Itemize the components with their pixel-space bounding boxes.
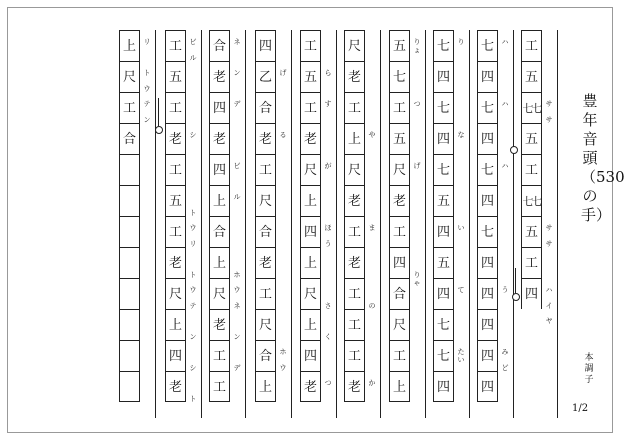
note-cell: 老 [209,123,230,154]
lyric-syllable: ト [189,270,197,279]
note-cell: 工 [521,30,542,61]
lyric-syllable: ウ [143,84,151,93]
column-rail [513,30,514,418]
note-cell: 七七 [521,185,542,216]
column-rail [291,30,292,418]
column-rail [469,30,470,418]
note-cell: 五 [433,247,454,278]
note-cell [119,216,140,247]
lyric-syllable: サ [545,100,553,108]
repeat-circle-icon [155,126,163,134]
lyric-syllable: が [324,162,332,170]
note-cell: 合 [209,30,230,61]
lyric-syllable: テ [143,100,151,108]
note-cell: 老 [344,247,365,278]
lyric-syllable: ン [143,115,151,124]
note-cell: 工 [344,92,365,123]
lyric-syllable: げ [279,69,287,77]
note-cell: 工 [165,30,186,61]
column-rail [201,30,202,418]
note-cell [119,278,140,309]
note-cell: 工 [255,154,276,185]
note-cell: 四 [433,371,454,402]
note-cell: 老 [209,309,230,340]
note-cell: 合 [119,123,140,154]
note-cell: 四 [300,340,321,371]
note-cell: 五 [521,216,542,247]
lyric-syllable: ハ [501,38,509,46]
note-cell: 四 [255,30,276,61]
note-cell: 四 [209,92,230,123]
note-cell: 四 [477,247,498,278]
note-cell: 上 [300,247,321,278]
note-cell: 工 [344,216,365,247]
note-cell: 上 [165,309,186,340]
note-cell: 工 [255,278,276,309]
lyric-syllable: つ [324,379,332,387]
lyric-syllable: げ [413,162,421,170]
note-cell: 合 [255,216,276,247]
lyric-syllable: サ [545,239,553,248]
column-rail [557,30,558,418]
note-cell: 工 [389,216,410,247]
note-cell [119,247,140,278]
note-cell: 工 [344,309,365,340]
lyric-syllable: テ [189,301,197,310]
note-cell: 尺 [389,309,410,340]
note-cell: 五 [165,185,186,216]
note-cell: 七 [389,61,410,92]
note-cell: 四 [477,278,498,309]
song-title: 豊年音頭（530の手） [581,92,625,224]
note-cell: 老 [255,123,276,154]
note-cell: 上 [119,30,140,61]
note-cell: 四 [209,154,230,185]
note-cell: 合 [209,216,230,247]
note-cell: 工 [165,154,186,185]
note-cell: 工 [389,340,410,371]
lyric-syllable: ト [143,69,151,77]
note-cell: 七 [477,216,498,247]
lyric-syllable: ホ [233,270,241,279]
note-cell [119,340,140,371]
note-cell: 工 [165,92,186,123]
lyric-syllable: たい [457,348,465,364]
lyric-syllable: ウ [189,286,197,294]
note-cell: 工 [344,340,365,371]
lyric-syllable: ン [233,69,241,77]
note-cell: 七 [433,340,454,371]
lyric-syllable: な [457,131,465,139]
lyric-syllable: デ [233,363,241,372]
note-cell: 四 [477,185,498,216]
note-cell: 四 [477,340,498,371]
repeat-circle-icon [510,146,518,154]
lyric-syllable: ネ [233,38,241,46]
note-cell: 五 [165,61,186,92]
note-cell: 工 [521,154,542,185]
note-cell: 五 [521,123,542,154]
note-cell: 七 [477,92,498,123]
column-rail [380,30,381,418]
note-cell: 尺 [344,154,365,185]
note-cell: 上 [209,247,230,278]
note-cell: 老 [344,185,365,216]
lyric-syllable: サ [545,115,553,124]
lyric-syllable: み [501,348,509,356]
lyric-syllable: う [501,286,509,294]
note-cell: 尺 [255,309,276,340]
lyric-syllable: つ [413,100,421,108]
note-cell [521,309,542,340]
note-cell: 尺 [344,30,365,61]
lyric-syllable: りょ [413,38,421,54]
note-cell: 尺 [255,185,276,216]
note-cell: 五 [433,185,454,216]
lyric-syllable: りゃ [413,270,421,287]
lyric-syllable: ど [501,363,509,372]
note-cell: 老 [344,61,365,92]
note-cell: 老 [165,247,186,278]
note-cell: 工 [300,30,321,61]
repeat-marker [158,98,159,126]
lyric-syllable: て [457,286,465,294]
lyric-syllable: ン [233,332,241,341]
note-cell [521,371,542,402]
note-cell: 四 [433,278,454,309]
note-cell: 老 [344,371,365,402]
note-cell: 老 [389,185,410,216]
repeat-marker [515,268,516,293]
note-cell: 尺 [209,278,230,309]
lyric-syllable: う [324,239,332,248]
note-cell [119,371,140,402]
note-cell: 七 [433,30,454,61]
note-cell: 老 [300,371,321,402]
note-cell: 上 [344,123,365,154]
note-cell: 七 [477,154,498,185]
lyric-syllable: ら [324,69,332,77]
tuning-label: 本調子 [584,353,594,385]
note-cell: 尺 [119,61,140,92]
lyric-syllable: イ [545,301,553,310]
note-cell: 工 [119,92,140,123]
note-cell: 七 [433,309,454,340]
note-cell: 尺 [300,278,321,309]
column-rail [336,30,337,418]
lyric-syllable: ウ [189,224,197,232]
note-cell: 工 [300,92,321,123]
note-cell: 尺 [300,154,321,185]
note-cell: 工 [209,340,230,371]
lyric-syllable: ン [189,332,197,341]
lyric-syllable: リ [189,239,197,248]
note-cell: 工 [344,278,365,309]
note-cell: 四 [389,247,410,278]
note-cell: 四 [477,61,498,92]
note-cell: 四 [477,123,498,154]
note-cell: 五 [389,123,410,154]
lyric-syllable: ウ [233,286,241,294]
lyric-syllable: ウ [279,363,287,372]
lyric-syllable: る [279,131,287,139]
lyric-syllable: ほ [324,224,332,232]
note-cell: 四 [165,340,186,371]
lyric-syllable: ハ [501,162,509,170]
lyric-syllable: デ [233,100,241,108]
note-cell [119,154,140,185]
note-cell [521,340,542,371]
note-cell: 七 [477,30,498,61]
note-cell: 工 [521,247,542,278]
note-cell: 老 [165,123,186,154]
note-cell: 四 [433,61,454,92]
note-cell: 四 [433,123,454,154]
note-cell: 七 [433,92,454,123]
note-cell [119,309,140,340]
column-rail [245,30,246,418]
note-cell: 五 [521,61,542,92]
lyric-syllable: か [368,379,376,387]
note-cell [119,185,140,216]
lyric-syllable: シ [189,131,197,139]
lyric-syllable: り [457,38,465,46]
note-cell: 四 [521,278,542,309]
repeat-marker [513,126,514,146]
lyric-syllable: ハ [545,286,553,294]
lyric-syllable: さ [324,301,332,310]
note-cell: 五 [389,30,410,61]
note-cell: 上 [255,371,276,402]
note-cell: 五 [300,61,321,92]
lyric-syllable: ビ [233,162,241,170]
lyric-syllable: ル [189,53,197,62]
note-cell: 上 [209,185,230,216]
note-cell: 老 [165,371,186,402]
note-cell: 工 [165,216,186,247]
note-cell: 四 [300,216,321,247]
lyric-syllable: ビ [189,38,197,46]
lyric-syllable: ヤ [545,317,553,325]
note-cell: 老 [300,123,321,154]
note-cell: 上 [300,185,321,216]
lyric-syllable: シ [189,363,197,372]
score-sheet [7,7,625,433]
note-cell: 尺 [165,278,186,309]
note-cell: 合 [255,340,276,371]
lyric-syllable: ト [189,394,197,403]
note-cell: 工 [209,371,230,402]
lyric-syllable: ト [189,208,197,217]
column-rail [155,30,156,418]
lyric-syllable: サ [545,224,553,232]
lyric-syllable: ハ [501,100,509,108]
lyric-syllable: ホ [279,348,287,356]
lyric-syllable: リ [143,38,151,46]
note-cell: 老 [209,61,230,92]
note-cell: 老 [255,247,276,278]
repeat-circle-icon [512,293,520,301]
note-cell: 尺 [389,154,410,185]
lyric-syllable: ル [233,193,241,201]
lyric-syllable: い [457,224,465,232]
note-cell: 合 [255,92,276,123]
note-cell: 上 [300,309,321,340]
column-rail [425,30,426,418]
note-cell: 工 [389,92,410,123]
note-cell: 上 [389,371,410,402]
lyric-syllable: ま [368,224,376,232]
lyric-syllable: く [324,332,332,341]
note-cell: 合 [389,278,410,309]
lyric-syllable: の [368,301,376,310]
note-cell: 四 [477,371,498,402]
note-cell: 四 [433,216,454,247]
note-cell: 七七 [521,92,542,123]
lyric-syllable: や [368,131,376,139]
note-cell: 七 [433,154,454,185]
lyric-syllable: す [324,100,332,108]
note-cell: 乙 [255,61,276,92]
page-number: 1/2 [572,403,589,414]
note-cell: 四 [477,309,498,340]
lyric-syllable: ネ [233,301,241,310]
